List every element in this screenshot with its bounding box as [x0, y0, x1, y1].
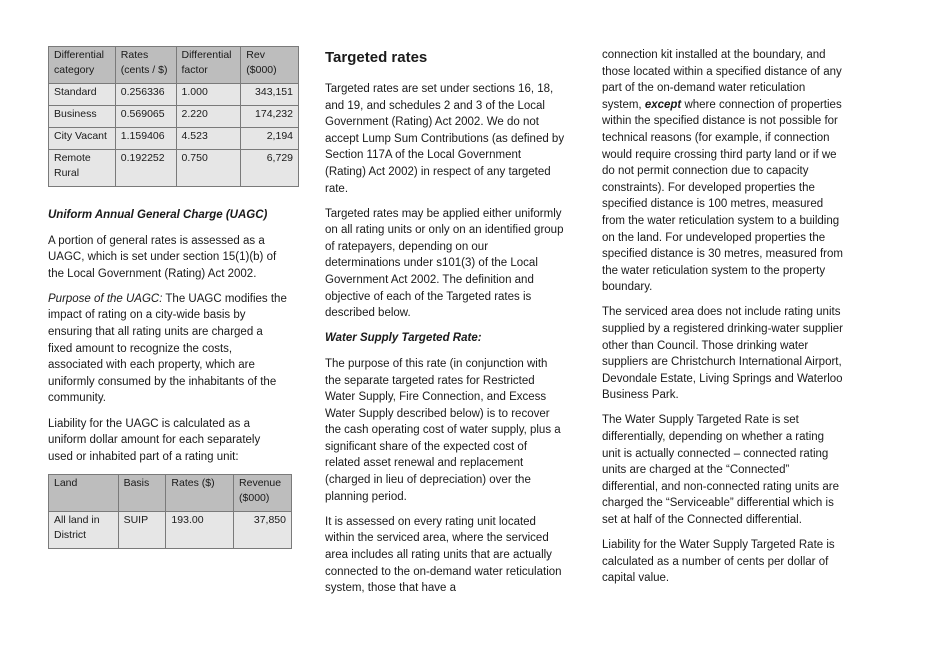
cell-rate: 1.159406: [115, 128, 176, 150]
header-revenue: Rev ($000): [241, 47, 299, 84]
uagc-heading: Uniform Annual General Charge (UAGC): [48, 209, 268, 221]
cell-revenue: 37,850: [234, 511, 292, 548]
cell-land: All land in District: [49, 511, 119, 548]
cell-factor: 2.220: [176, 106, 241, 128]
uagc-purpose-text: The UAGC modifies the impact of rating on a city-wide basis by ensuring that all rating units are charged a fixed amount to recognize the costs, associated with each property, which are uniformly consumed by the inhabitants of the community.: [48, 292, 287, 405]
targeted-paragraph-3: The purpose of this rate (in conjunction with the separate targeted rates for Restricted Water Supply, Fire Connection, and Excess Water Supply described below) is to recover the cash operating cost of water supply, plus a significant share of the expected cost of related asset renewal and replacement (charged in lieu of depreciation) over the planning period.: [325, 357, 561, 503]
water-p1-start: connection kit installed at the boundary, and those located within a specified distance of any part of the on-demand water reticulation system,: [602, 49, 842, 111]
cell-revenue: 2,194: [241, 128, 299, 150]
column-left: [48, 0, 293, 549]
cell-category: City Vacant: [49, 128, 116, 150]
table-row: [49, 84, 299, 106]
general-rates-table: [48, 46, 299, 187]
cell-revenue: 174,232: [241, 106, 299, 128]
targeted-paragraph-2: Targeted rates may be applied either uniformly on all rating units or only on an identified group of ratepayers, depending on our determinations under s101(3) of the Local Government Act 2002. The definition and objective of each of the Targeted rates is described below.: [325, 207, 564, 320]
header-differential-category: Differential category: [49, 47, 116, 84]
uagc-paragraph-1: A portion of general rates is assessed as a UAGC, which is set under section 15(1)(b) of the Local Government (Rating) Act 2002.: [48, 234, 277, 280]
column-middle: [325, 0, 565, 605]
uagc-paragraph-3: Liability for the UAGC is calculated as a uniform dollar amount for each separately used or inhabited part of a rating unit:: [48, 417, 261, 463]
column-right: [602, 47, 844, 595]
cell-factor: 4.523: [176, 128, 241, 150]
targeted-paragraph-1: Targeted rates are set under sections 16, 18, and 19, and schedules 2 and 3 of the Local Government (Rating) Act 2002. We do not accept Lump Sum Contributions (as defined by Section 117A of the Local Government (Rating) Act 2002) in respect of any targeted rate.: [325, 83, 565, 195]
cell-revenue: 6,729: [241, 150, 299, 187]
water-paragraph-3: The Water Supply Targeted Rate is set differentially, depending on whether a rating unit is actually connected – connected rating units are charged at the “Connected” differential, and non-connected rating units are charged the “Serviceable” differential which is set at half of the Connected differential.: [602, 414, 839, 527]
cell-category: Remote Rural: [49, 150, 116, 187]
cell-revenue: 343,151: [241, 84, 299, 106]
table-header-row: [49, 47, 299, 84]
cell-category: Standard: [49, 84, 116, 106]
uagc-table: [48, 474, 292, 549]
header-rates: Rates ($): [166, 474, 234, 511]
table-row: [49, 106, 299, 128]
targeted-paragraph-4: It is assessed on every rating unit located within the serviced area, where the serviced area includes all rating units that are actually connected to the on-demand water reticulation system, those that have a: [325, 515, 562, 595]
cell-rate: 0.192252: [115, 150, 176, 187]
cell-category: Business: [49, 106, 116, 128]
water-paragraph-1: [602, 47, 844, 296]
except-emphasis: except: [644, 98, 682, 111]
uagc-paragraph-2: [48, 291, 288, 407]
table-row: [49, 128, 299, 150]
cell-rate: 0.569065: [115, 106, 176, 128]
table-row: [49, 150, 299, 187]
header-differential-factor: Differential factor: [176, 47, 241, 84]
table-header-row: [49, 474, 292, 511]
water-supply-heading: Water Supply Targeted Rate:: [325, 332, 482, 345]
water-paragraph-4: Liability for the Water Supply Targeted Rate is calculated as a number of cents per dollar of capital value.: [602, 539, 835, 585]
water-paragraph-2: The serviced area does not include rating units supplied by a registered drinking-water supplier other than Council. Those drinking water suppliers are Christchurch International Airport, Devondale Estate, Living Springs and Waterloo Business Park.: [602, 306, 843, 402]
targeted-rates-heading: Targeted rates: [325, 49, 428, 66]
header-land: Land: [49, 474, 119, 511]
water-p1-rest: where connection of properties within the specified distance is not possible for technical reasons (for example, if connection would require crossing third party land or if we do not permit connection due to capacity constraints). For developed properties the specified distance is 100 metres, measured from the water reticulation system to a building on the land. For undeveloped properties the specified distance is 30 metres, measured from the water reticulation system to the property boundary.: [602, 98, 843, 294]
cell-basis: SUIP: [118, 511, 166, 548]
table-row: [49, 511, 292, 548]
uagc-purpose-label: Purpose of the UAGC:: [48, 292, 163, 305]
header-rates: Rates (cents / $): [115, 47, 176, 84]
cell-rate: 0.256336: [115, 84, 176, 106]
cell-factor: 0.750: [176, 150, 241, 187]
cell-factor: 1.000: [176, 84, 241, 106]
cell-rate: 193.00: [166, 511, 234, 548]
header-basis: Basis: [118, 474, 166, 511]
header-revenue: Revenue ($000): [234, 474, 292, 511]
